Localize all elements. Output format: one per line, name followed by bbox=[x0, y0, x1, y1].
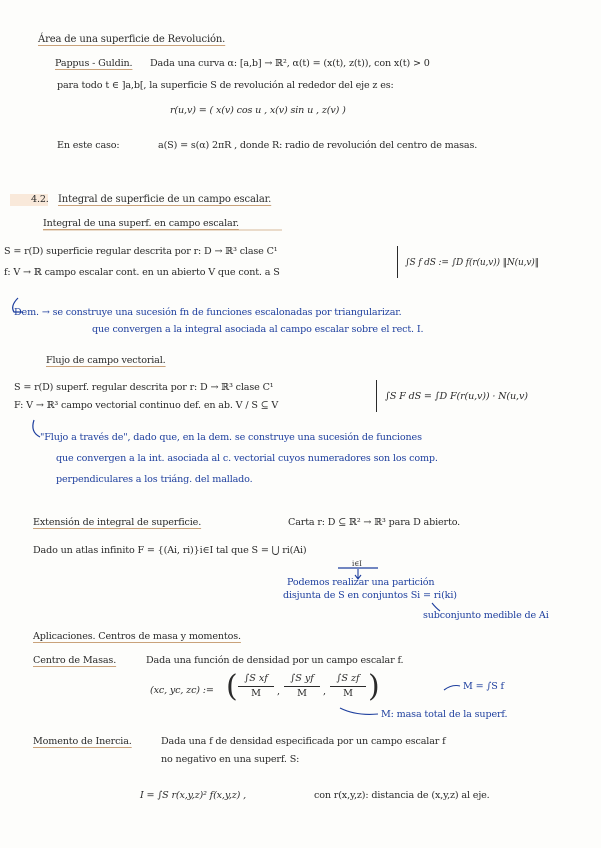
inertia-text-line1: Dada una f de densidad especificada por un campo escalar f bbox=[161, 736, 446, 747]
fraction-y-numerator: ∫S yf bbox=[290, 673, 314, 684]
carta-text: Carta r: D ⊆ ℝ² → ℝ³ para D abierto. bbox=[288, 517, 461, 528]
inertia-text-line2: no negativo en una superf. S: bbox=[161, 754, 300, 765]
section1-title: Área de una superficie de Revolución. bbox=[38, 34, 226, 45]
partition-line1: Podemos realizar una partición bbox=[287, 577, 435, 588]
section4-title: Extensión de integral de superficie. bbox=[33, 517, 202, 528]
inertia-formula: I = ∫S r(x,y,z)² f(x,y,z) , bbox=[140, 790, 247, 801]
pappus-line1: Dada una curva α: [a,b] → ℝ², α(t) = (x(t), z(t)), con x(t) > 0 bbox=[150, 58, 430, 69]
mass-note: M: masa total de la superf. bbox=[381, 709, 508, 720]
subset-note: subconjunto medible de Ai bbox=[423, 610, 549, 621]
left-paren: ( bbox=[226, 669, 238, 704]
center-of-mass-lhs: (xc, yc, zc) := bbox=[150, 685, 214, 696]
flux-formula: ∫S F dS = ∫D F(r(u,v)) · N(u,v) bbox=[385, 391, 528, 402]
dem-arrow bbox=[13, 298, 22, 312]
section2-subtitle: Integral de una superf. en campo escalar. bbox=[43, 218, 239, 229]
section2-title: Integral de superficie de un campo escalar. bbox=[58, 194, 272, 205]
case-label: En este caso: bbox=[57, 140, 120, 151]
pappus-line2: para todo t ∈ ]a,b[, la superficie S de revolución al rededor del eje z es: bbox=[57, 80, 394, 91]
inertia-note: con r(x,y,z): distancia de (x,y,z) al eje. bbox=[314, 790, 490, 801]
flux-note-line2: que convergen a la int. asociada al c. vectorial cuyos numeradores son los comp. bbox=[56, 453, 438, 464]
param-equation: r(u,v) = ( x(v) cos u , x(v) sin u , z(v) ) bbox=[170, 105, 346, 116]
pappus-label: Pappus - Guldin. bbox=[55, 58, 133, 69]
right-paren: ) bbox=[368, 669, 380, 704]
union-index: i∈I bbox=[352, 560, 362, 568]
inertia-label: Momento de Inercia. bbox=[33, 736, 132, 747]
mass-underline-arrow bbox=[340, 708, 378, 714]
fraction-y-denominator: M bbox=[297, 688, 307, 699]
flux-note-line3: perpendiculares a los triáng. del mallado. bbox=[56, 474, 253, 485]
section3-line1: S = r(D) superf. regular descrita por r: D → ℝ³ clase C¹ bbox=[14, 382, 274, 393]
center-of-mass-label: Centro de Masas. bbox=[33, 655, 117, 666]
union-down-arrow bbox=[355, 569, 361, 579]
section3-title: Flujo de campo vectorial. bbox=[46, 355, 166, 366]
section2-line1: S = r(D) superficie regular descrita por r: D → ℝ³ clase C¹ bbox=[4, 246, 278, 257]
section5-title: Aplicaciones. Centros de masa y momentos. bbox=[33, 631, 241, 642]
section2-number: 4.2. bbox=[31, 194, 49, 205]
section3-line2: F: V → ℝ³ campo vectorial continuo def. en ab. V / S ⊆ V bbox=[14, 400, 279, 411]
subset-arrow bbox=[432, 603, 440, 611]
flux-note-line1: "Flujo a través de", dado que, en la dem. se construye una sucesión de funciones bbox=[40, 432, 422, 443]
fraction-x-denominator: M bbox=[251, 688, 261, 699]
partition-line2: disjunta de S en conjuntos Si = ri(ki) bbox=[283, 590, 457, 601]
center-of-mass-text: Dada una función de densidad por un campo escalar f. bbox=[146, 655, 404, 666]
notes-page: Área de una superficie de Revolución. Pappus - Guldin. Dada una curva α: [a,b] → ℝ², α(t) = (x(t), z(t)), con x(t) > 0 para todo t ∈ ]a,b[, la superficie S de revolución al rededor del eje z es: r(u,v) = ( x(v) cos u , x(v) sin u , z(v) ) En este caso: a(S) = s(α) 2πR , donde R: radio de revolución del centro de masas. 4.2. Integral de superficie de un campo escalar. Integral de una superf. en campo escalar. S = r(D) superficie regular descrita por r: D → ℝ³ clase C¹ f: V → ℝ campo escalar cont. en un abierto V que cont. a S ∫S f dS := ∫D f(r(u,v)) ‖N(u,v)‖ Dem. → se construye una sucesión fn de funciones escalonadas por triangularizar. que convergen a la integral asociada al campo escalar sobre el rect. I. Flujo de campo vectorial. S = r(D) superf. regular descrita por r: D → ℝ³ clase C¹ F: V → ℝ³ campo vectorial continuo def. en ab. V / S ⊆ V ∫S F dS = ∫D F(r(u,v)) · N(u,v) "Flujo a través de", dado que, en la dem. se construye una sucesión de funciones que convergen a la int. asociada al c. vectorial cuyos numeradores son los comp. perpendiculares a los triáng. del mallado. Extensión de integral de superficie. Carta r: D ⊆ ℝ² → ℝ³ para D abierto. Dado un atlas infinito F = {(Ai, ri)}i∈I tal que S = ⋃ ri(Ai) i∈I Podemos realizar una partición disjunta de S en conjuntos Si = ri(ki) subconjunto medible de Ai Aplicaciones. Centros de masa y momentos. Centro de Masas. Dada una función de densidad por un campo escalar f. (xc, yc, zc) := ( ∫S xf M , ∫S yf M , ∫S zf M ) M = ∫S f M: masa total de la superf. Momento de Inercia. Dada una f de densidad especificada por un campo escalar f no negativo en una superf. S: I = ∫S r(x,y,z)² f(x,y,z) , con r(x,y,z): distancia de (x,y,z) al eje. bbox=[0, 0, 601, 848]
dem-line1: Dem. → se construye una sucesión fn de funciones escalonadas por triangularizar. bbox=[14, 307, 402, 318]
fraction-z-numerator: ∫S zf bbox=[336, 673, 360, 684]
fraction-z-denominator: M bbox=[343, 688, 353, 699]
atlas-text: Dado un atlas infinito F = {(Ai, ri)}i∈I tal que S = ⋃ ri(Ai) bbox=[33, 545, 307, 556]
section2-line2: f: V → ℝ campo escalar cont. en un abierto V que cont. a S bbox=[4, 267, 280, 278]
case-text: a(S) = s(α) 2πR , donde R: radio de revolución del centro de masas. bbox=[158, 140, 478, 151]
flux-note-arrow bbox=[33, 420, 40, 437]
mass-definition: M = ∫S f bbox=[463, 681, 504, 692]
dem-line2: que convergen a la integral asociada al campo escalar sobre el rect. I. bbox=[92, 324, 424, 335]
fraction-x-numerator: ∫S xf bbox=[244, 673, 268, 684]
scalar-integral-formula: ∫S f dS := ∫D f(r(u,v)) ‖N(u,v)‖ bbox=[405, 258, 540, 268]
mass-arrow bbox=[444, 686, 460, 691]
